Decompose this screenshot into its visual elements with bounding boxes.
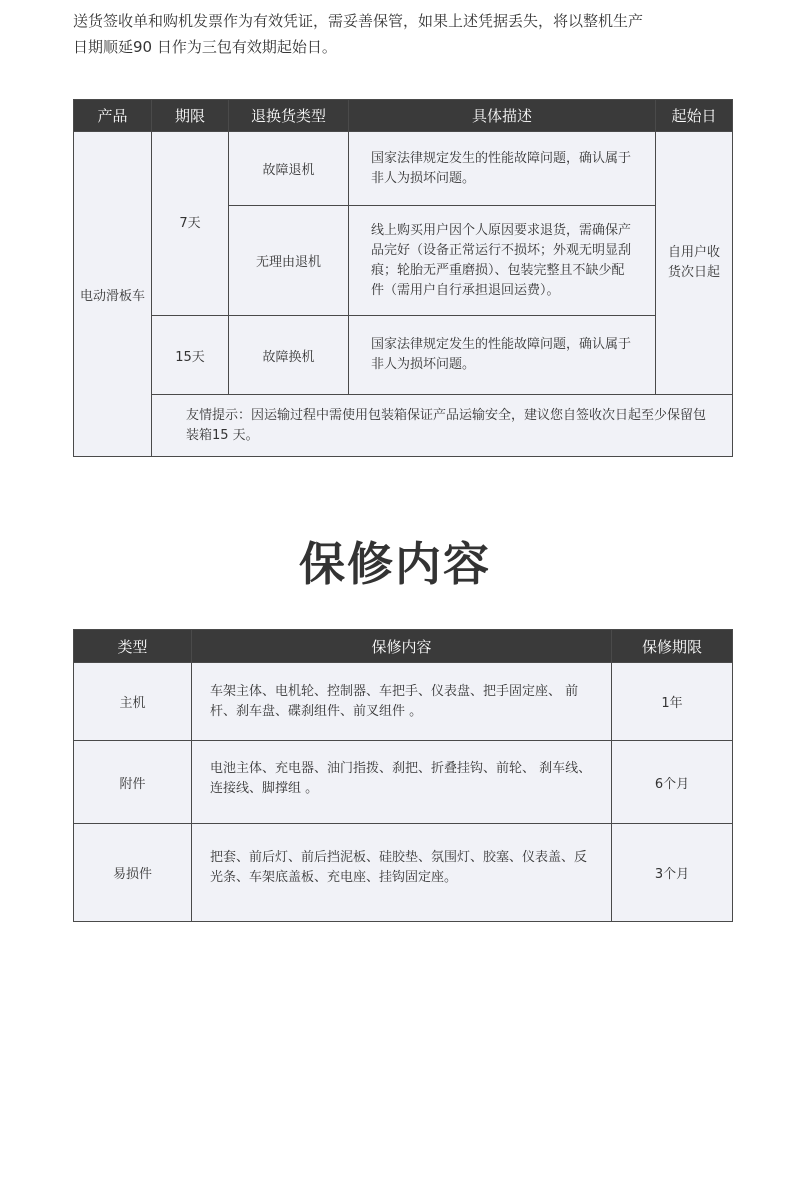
warranty-period-cell: 1年 xyxy=(612,663,733,741)
return-type-cell: 故障换机 xyxy=(229,316,349,395)
table-row xyxy=(74,132,733,206)
start-day-cell xyxy=(656,132,733,395)
table-row xyxy=(74,824,733,922)
period-cell-7: 7天 xyxy=(152,132,229,316)
content-cell: 把套、前后灯、前后挡泥板、硅胶垫、氛围灯、胶塞、仪表盖、反光条、车架底盖板、充电座、挂钩固定座。 xyxy=(192,824,612,922)
type-cell: 易损件 xyxy=(74,824,192,922)
header-content: 保修内容 xyxy=(192,630,612,663)
intro-line-1: 送货签收单和购机发票作为有效凭证，需妥善保管，如果上述凭据丢失，将以整机生产 xyxy=(73,12,644,30)
start-day-text: 自用户收货次日起 xyxy=(667,245,720,280)
description-cell: 国家法律规定发生的性能故障问题，确认属于非人为损坏问题。 xyxy=(349,132,656,206)
content-cell: 车架主体、电机轮、控制器、车把手、仪表盘、把手固定座、 前杆、刹车盘、碟刹组件、前叉组件 。 xyxy=(192,663,612,741)
header-warranty-period: 保修期限 xyxy=(612,630,733,663)
warranty-table-header xyxy=(74,630,733,663)
header-period: 期限 xyxy=(152,100,229,132)
shipping-tip: 友情提示：因运输过程中需使用包装箱保证产品运输安全，建议您自签收次日起至少保留包装箱15 天。 xyxy=(152,395,733,457)
section-title: 保修内容 xyxy=(299,537,491,591)
header-start-day: 起始日 xyxy=(656,100,733,132)
header-product: 产品 xyxy=(74,100,152,132)
header-description: 具体描述 xyxy=(349,100,656,132)
intro-line-2: 日期顺延90 日作为三包有效期起始日。 xyxy=(73,38,337,56)
type-cell: 主机 xyxy=(74,663,192,741)
return-type-cell: 故障退机 xyxy=(229,132,349,206)
table-row xyxy=(74,316,733,395)
table-row xyxy=(74,741,733,824)
description-cell: 线上购买用户因个人原因要求退货，需确保产品完好（设备正常运行不损坏；外观无明显刮痕；轮胎无严重磨损）、包装完整且不缺少配件（需用户自行承担退回运费）。 xyxy=(349,206,656,316)
table-row xyxy=(74,395,733,457)
warranty-table xyxy=(73,629,733,922)
intro-paragraph xyxy=(73,8,733,60)
type-cell: 附件 xyxy=(74,741,192,824)
return-type-cell: 无理由退机 xyxy=(229,206,349,316)
warranty-period-cell: 6个月 xyxy=(612,741,733,824)
warranty-period-cell: 3个月 xyxy=(612,824,733,922)
return-table-header xyxy=(74,100,733,132)
description-cell: 国家法律规定发生的性能故障问题，确认属于非人为损坏问题。 xyxy=(349,316,656,395)
header-type: 类型 xyxy=(74,630,192,663)
period-cell-15: 15天 xyxy=(152,316,229,395)
table-row xyxy=(74,663,733,741)
return-policy-table xyxy=(73,99,733,457)
product-cell: 电动滑板车 xyxy=(74,132,152,457)
content-cell: 电池主体、充电器、油门指拨、刹把、折叠挂钩、前轮、 刹车线、 连接线、脚撑组 。 xyxy=(192,741,612,824)
header-return-type: 退换货类型 xyxy=(229,100,349,132)
